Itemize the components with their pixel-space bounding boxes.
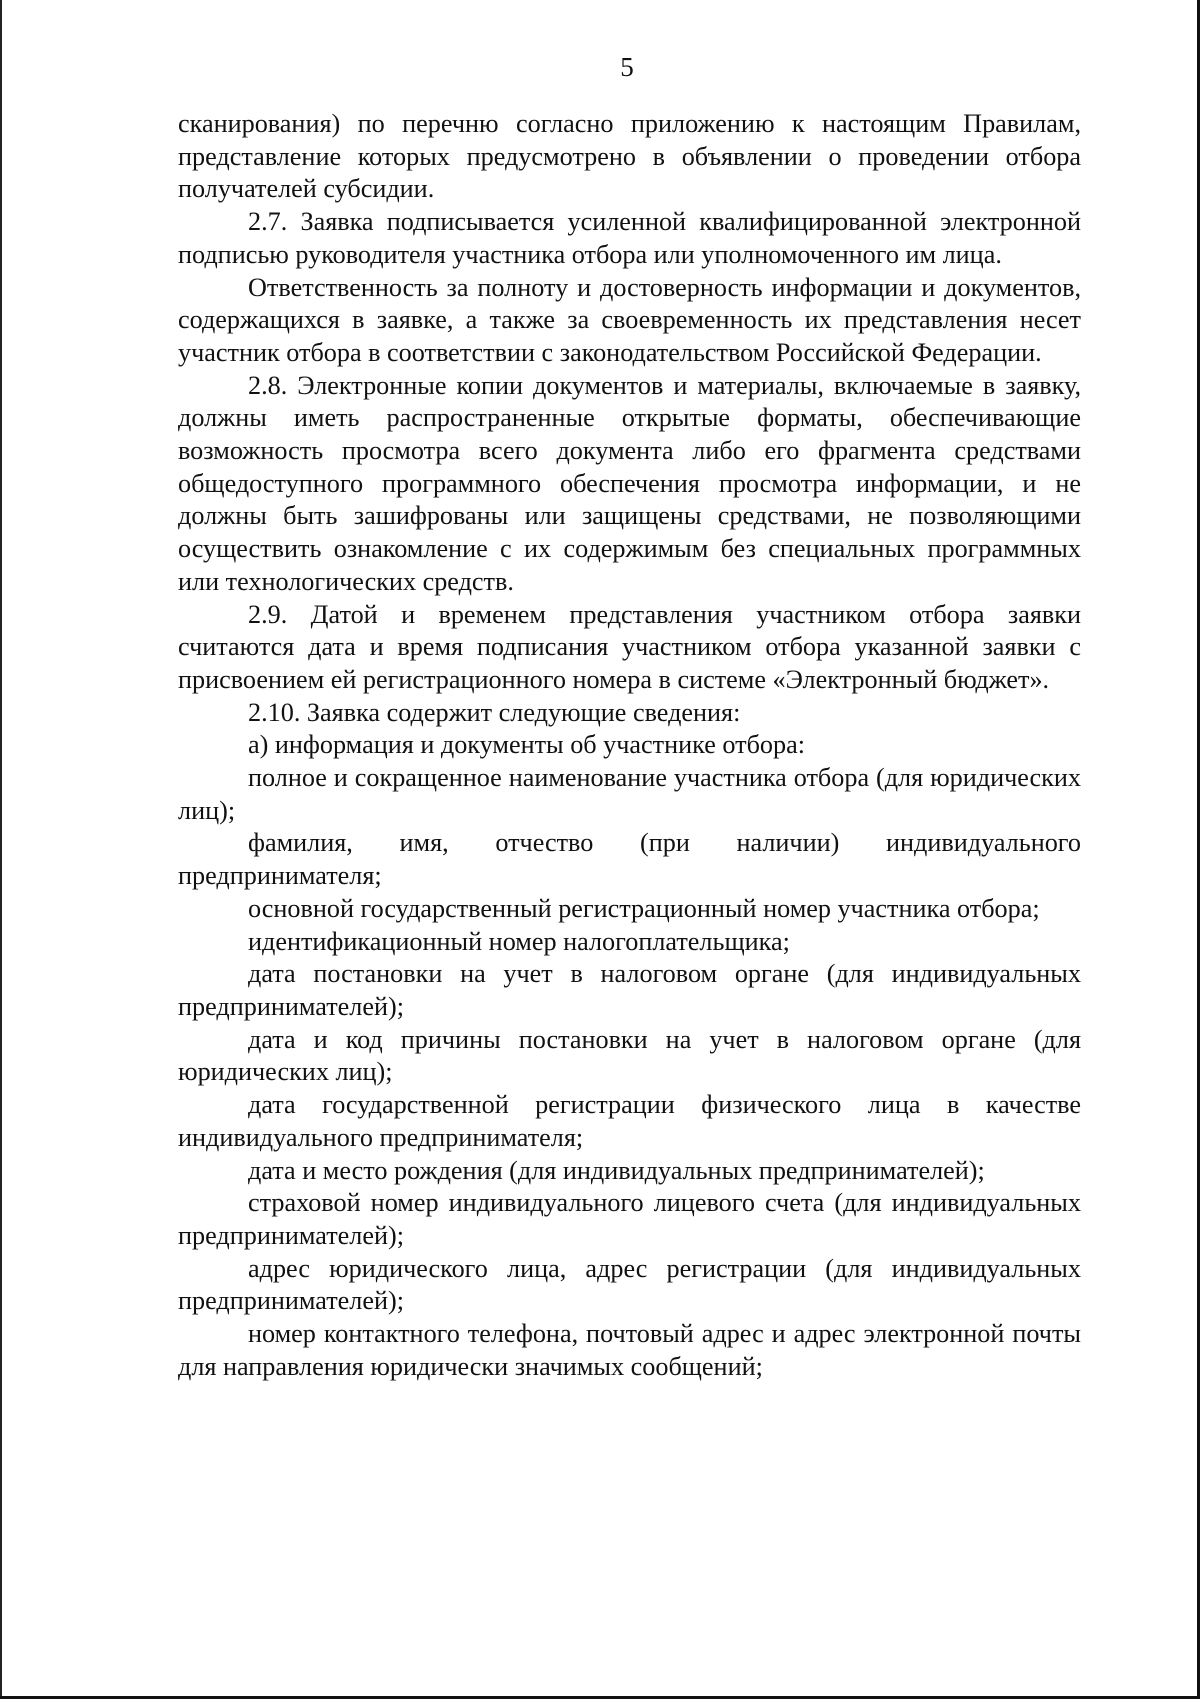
list-item-a: а) информация и документы об участнике отбора:	[248, 730, 805, 760]
list-item-inn: идентификационный номер налогоплательщика;	[248, 926, 790, 956]
paragraph-2-9: 2.9. Датой и временем представления участником отбора заявки считаются дата и время подписания участником отбора указанной заявки с присвоением ей регистрационного номера в системе «Электронный бюджет».	[178, 599, 1081, 694]
list-item-snils: страховой номер индивидуального лицевого счета (для индивидуальных предпринимателей);	[178, 1188, 1081, 1250]
paragraph-2-8: 2.8. Электронные копии документов и материалы, включаемые в заявку, должны иметь распространенные открытые форматы, обеспечивающие возможность просмотра всего документа либо его фрагмента средствами общедоступного программного обеспечения просмотра информации, и не должны быть зашифрованы или защищены средствами, не позволяющими осуществить ознакомление с их содержимым без специальных программных или технологических средств.	[178, 370, 1081, 596]
page-number: 5	[620, 52, 634, 82]
list-item-contacts: номер контактного телефона, почтовый адрес и адрес электронной почты для направления юридически значимых сообщений;	[178, 1319, 1081, 1381]
document-body	[178, 108, 1081, 1383]
list-item-kpp: дата и код причины постановки на учет в налоговом органе (для юридических лиц);	[178, 1024, 1081, 1087]
list-item-ip-registration-date: дата государственной регистрации физического лица в качестве индивидуального предпринимателя;	[178, 1090, 1081, 1152]
list-item-tax-registration-date: дата постановки на учет в налоговом органе (для индивидуальных предпринимателей);	[178, 959, 1081, 1021]
paragraph-2-10: 2.10. Заявка содержит следующие сведения:	[248, 697, 741, 727]
paragraph-continuation: сканирования) по перечню согласно приложению к настоящим Правилам, представление которых предусмотрено в объявлении о проведении отбора получателей субсидии.	[178, 109, 1081, 204]
paragraph-2-7: 2.7. Заявка подписывается усиленной квалифицированной электронной подписью руководителя участника отбора или уполномоченного им лица.	[178, 207, 1081, 269]
list-item-address: адрес юридического лица, адрес регистрации (для индивидуальных предпринимателей);	[178, 1253, 1081, 1316]
scan-edge-left	[0, 0, 2, 1699]
paragraph-responsibility: Ответственность за полноту и достоверность информации и документов, содержащихся в заявке, а также за своевременность их представления несет участник отбора в соответствии с законодательством Российской Федерации.	[178, 272, 1081, 367]
list-item-birth: дата и место рождения (для индивидуальных предпринимателей);	[248, 1155, 985, 1185]
list-item-ogrn: основной государственный регистрационный номер участника отбора;	[248, 893, 1040, 923]
list-item-full-name: полное и сокращенное наименование участника отбора (для юридических лиц);	[178, 763, 1081, 825]
list-item-fio: фамилия, имя, отчество (при наличии) индивидуального предпринимателя;	[178, 828, 1081, 891]
